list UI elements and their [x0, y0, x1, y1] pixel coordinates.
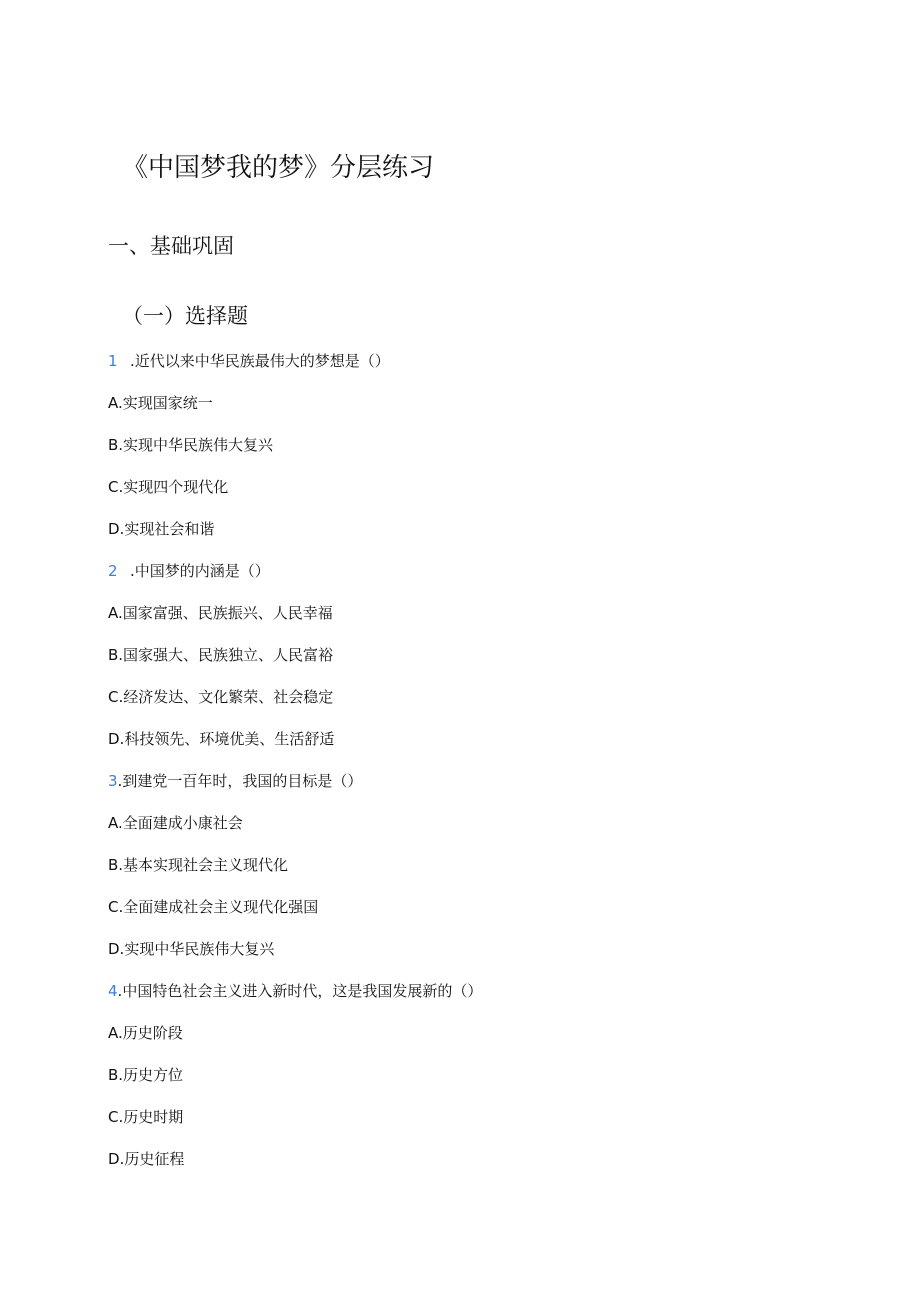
question-stem: [108, 979, 868, 1021]
question-number: 1: [108, 352, 118, 370]
question-text: .近代以来中华民族最伟大的梦想是（）: [130, 352, 390, 370]
question-text: .中国特色社会主义进入新时代，这是我国发展新的（）: [117, 982, 483, 1000]
question-2: [108, 559, 868, 769]
question-stem: [108, 769, 868, 811]
option-a: A.全面建成小康社会: [108, 814, 243, 832]
question-3: [108, 769, 868, 979]
subsection-heading: （一）选择题: [122, 304, 248, 328]
option-a: A.实现国家统一: [108, 394, 213, 412]
section-heading: 一、基础巩固: [108, 234, 234, 258]
option-a: A.历史阶段: [108, 1024, 183, 1042]
question-number: 3: [108, 772, 118, 790]
question-list: [108, 349, 868, 1189]
option-b: B.历史方位: [108, 1066, 184, 1084]
question-text: .到建党一百年时，我国的目标是（）: [117, 772, 363, 790]
question-stem: [108, 559, 868, 601]
option-b: B.实现中华民族伟大复兴: [108, 436, 274, 454]
option-d: D.实现社会和谐: [108, 520, 215, 538]
option-c: C.经济发达、文化繁荣、社会稳定: [108, 688, 334, 706]
option-a: A.国家富强、民族振兴、人民幸福: [108, 604, 333, 622]
option-d: D.实现中华民族伟大复兴: [108, 940, 275, 958]
question-stem: [108, 349, 868, 391]
question-number: 4: [108, 982, 118, 1000]
question-text: .中国梦的内涵是（）: [130, 562, 270, 580]
option-b: B.国家强大、民族独立、人民富裕: [108, 646, 334, 664]
option-c: C.实现四个现代化: [108, 478, 229, 496]
question-4: [108, 979, 868, 1189]
question-number: 2: [108, 562, 118, 580]
document-title: 《中国梦我的梦》分层练习: [122, 153, 435, 183]
option-d: D.科技领先、环境优美、生活舒适: [108, 730, 335, 748]
question-1: [108, 349, 868, 559]
option-c: C.全面建成社会主义现代化强国: [108, 898, 319, 916]
option-c: C.历史时期: [108, 1108, 184, 1126]
option-d: D.历史征程: [108, 1150, 185, 1168]
option-b: B.基本实现社会主义现代化: [108, 856, 289, 874]
